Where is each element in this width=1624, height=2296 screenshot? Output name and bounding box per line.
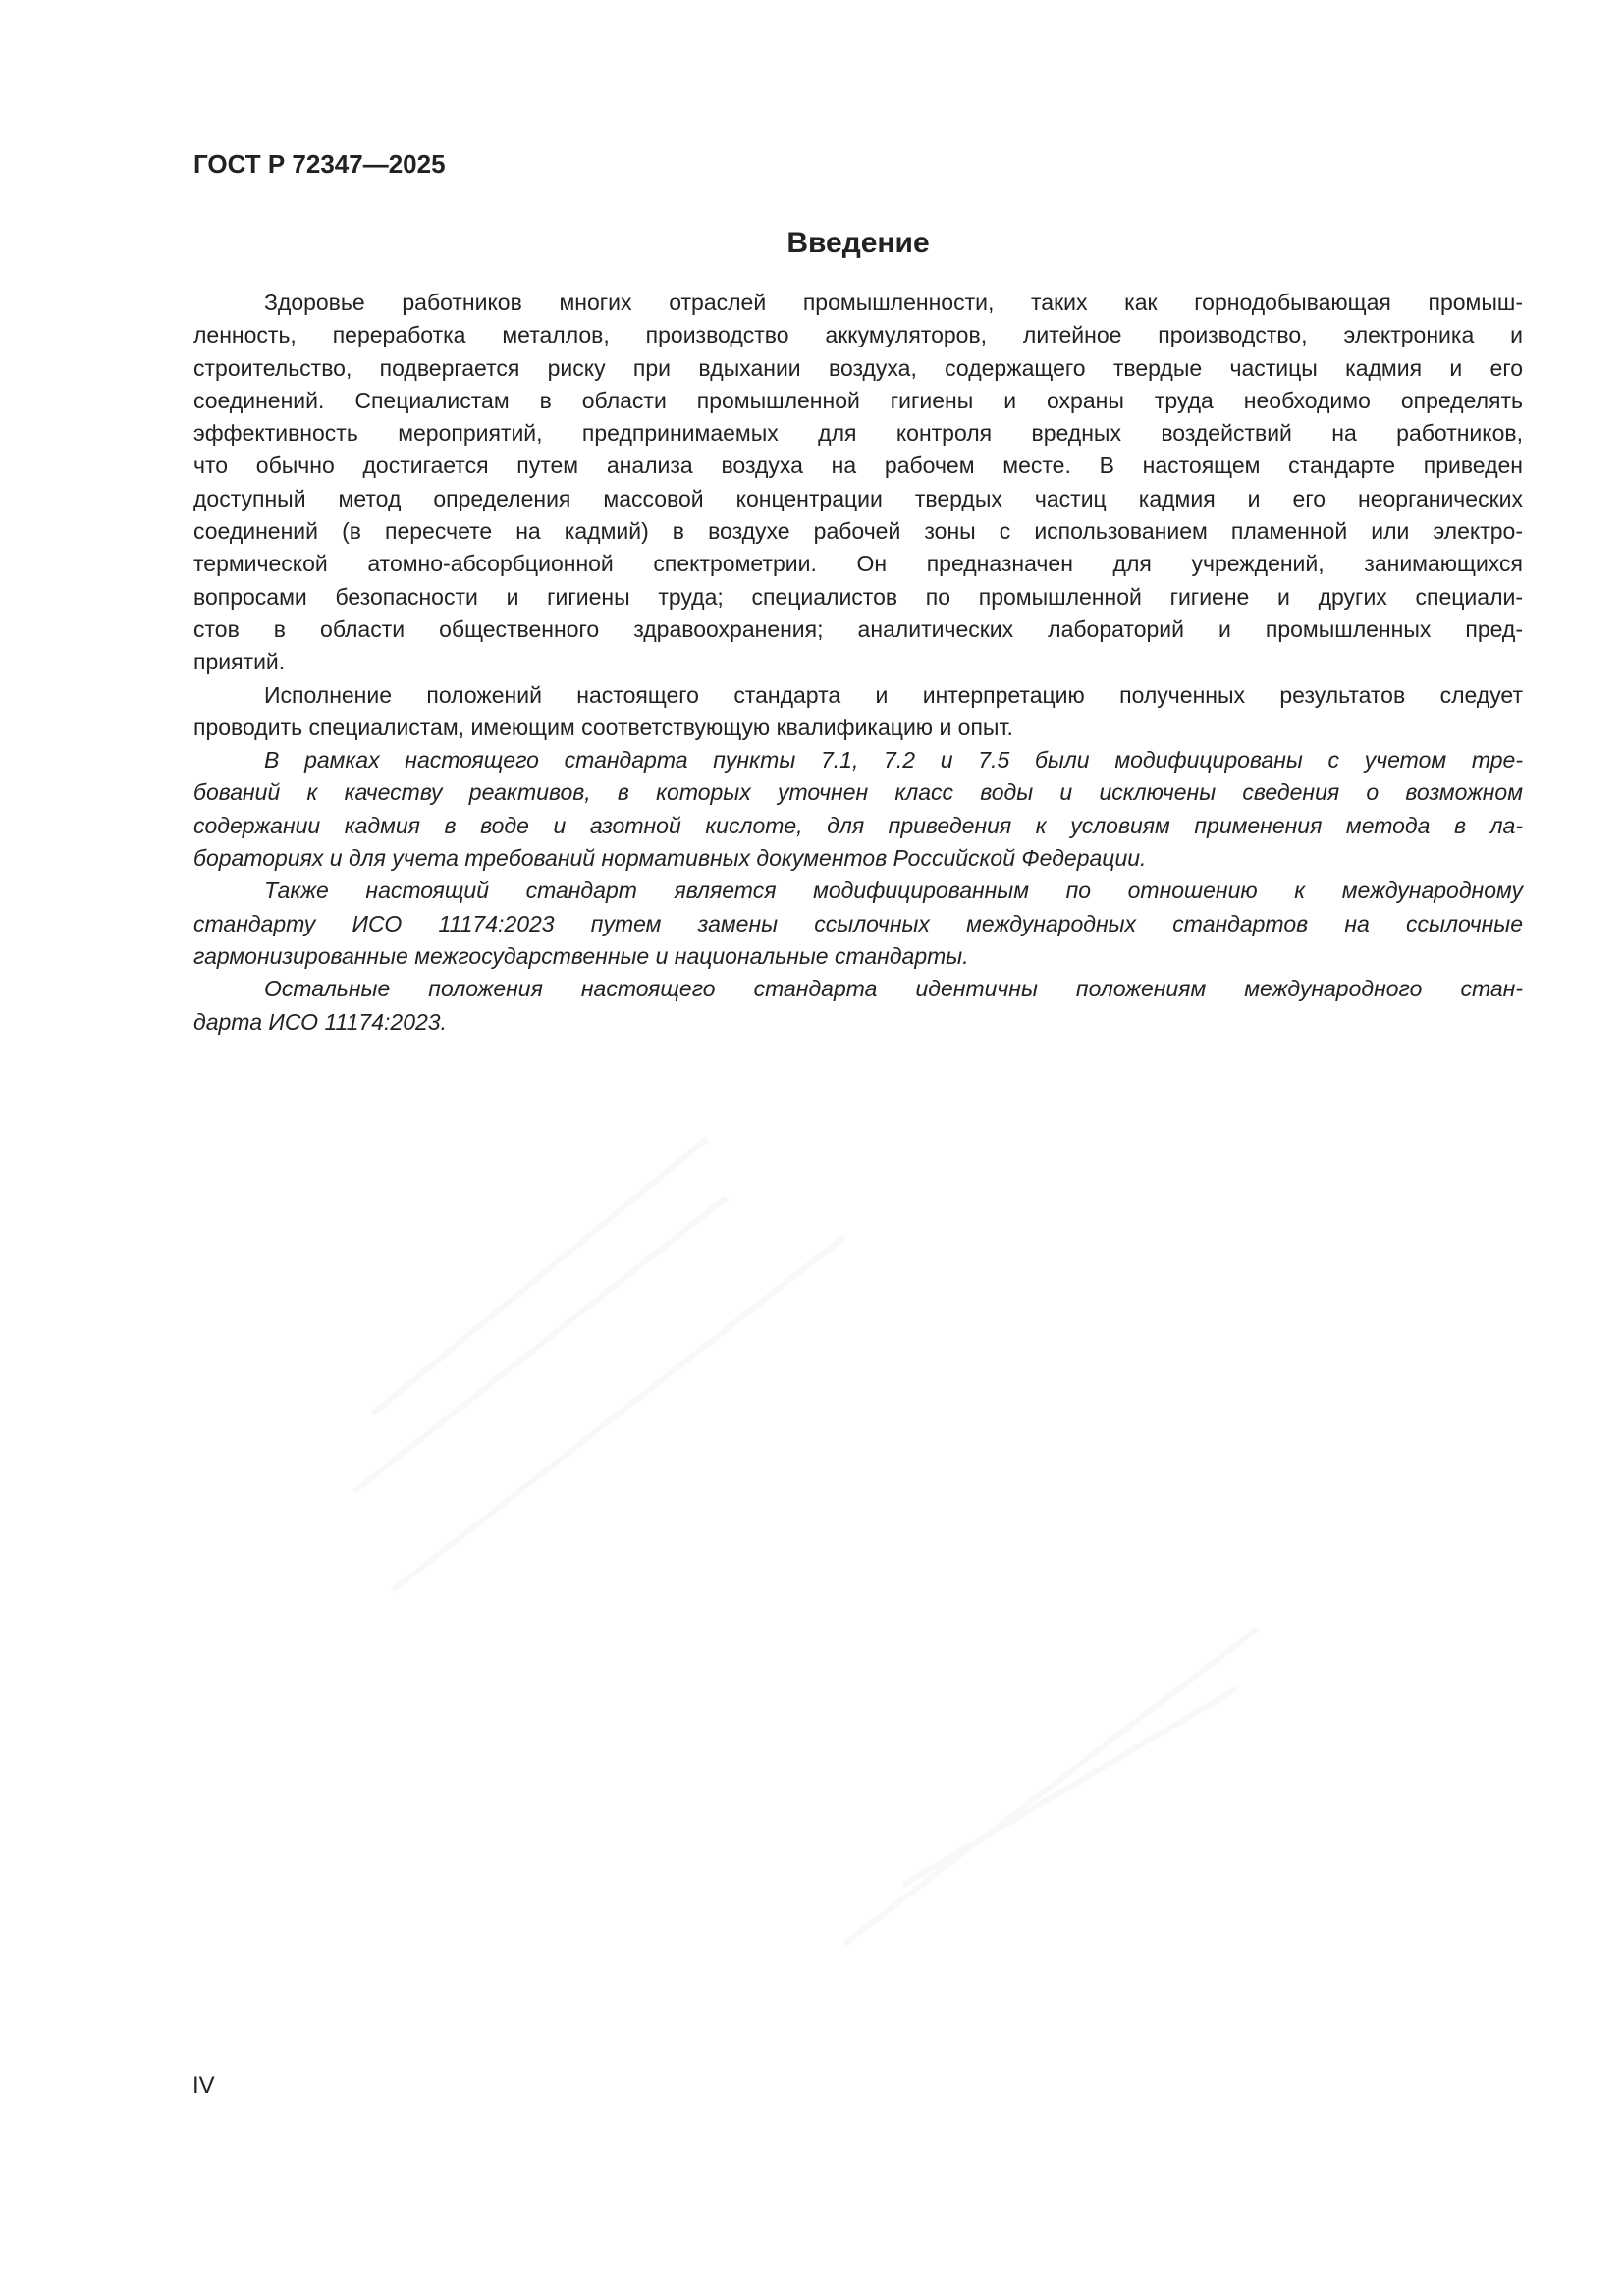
text-line: бораториях и для учета требований нормативных документов Российской Федерации. [193,845,1147,872]
text-line: гармонизированные межгосударственные и национальные стандарты. [193,942,969,969]
paragraph-qualification [193,679,1523,745]
text-line: эффективность мероприятий, предпринимаемых для контроля вредных воздействий на работников, [193,420,1523,447]
text-line: Здоровье работников многих отраслей промышленности, таких как горнодобывающая промыш- [264,290,1523,315]
paragraph-intro [193,287,1523,679]
text-line: стов в области общественного здравоохранения; аналитических лабораторий и промышленных пред- [193,615,1523,642]
text-line: дарта ИСО 11174:2023. [193,1008,447,1035]
document-code-header: ГОСТ Р 72347—2025 [193,149,446,179]
text-line: соединений. Специалистам в области промышленной гигиены и охраны труда необходимо определять [193,387,1523,413]
text-line: В рамках настоящего стандарта пункты 7.1, 7.2 и 7.5 были модифицированы с учетом тре- [264,747,1523,774]
section-title: Введение [786,227,930,259]
text-line: проводить специалистам, имеющим соответствующую квалификацию и опыт. [193,714,1013,740]
text-line: что обычно достигается путем анализа воздуха на рабочем месте. В настоящем стандарте приведен [193,453,1523,479]
paragraph-iso-relation [193,875,1523,973]
text-line: Исполнение положений настоящего стандарта и интерпретацию полученных результатов следует [264,681,1523,708]
text-line: Также настоящий стандарт является модифицированным по отношению к международному [264,878,1523,904]
paragraph-identical-provisions [193,973,1523,1039]
page-number: IV [192,2072,215,2099]
text-line: строительство, подвергается риску при вдыхании воздуха, содержащего твердые частицы кадмия и его [193,354,1523,381]
text-line: содержании кадмия в воде и азотной кислоте, для приведения к условиям применения метода в ла- [193,812,1523,838]
text-line: стандарту ИСО 11174:2023 путем замены ссылочных международных стандартов на ссылочные [193,910,1523,936]
watermark-icon [295,1080,1276,1963]
text-line: бований к качеству реактивов, в которых уточнен класс воды и исключены сведения о возможном [193,779,1523,806]
text-line: доступный метод определения массовой концентрации твердых частиц кадмия и его неорганических [193,485,1523,511]
text-line: ленность, переработка металлов, производство аккумуляторов, литейное производство, электроника и [193,322,1523,348]
text-line: вопросами безопасности и гигиены труда; специалистов по промышленной гигиене и других специали- [193,583,1523,610]
paragraph-modifications [193,744,1523,875]
text-line: соединений (в пересчете на кадмий) в воздухе рабочей зоны с использованием пламенной или электро- [193,518,1523,545]
document-body [193,287,1523,1039]
text-line: термической атомно-абсорбционной спектрометрии. Он предназначен для учреждений, занимающихся [193,551,1523,577]
text-line: приятий. [193,649,286,675]
text-line: Остальные положения настоящего стандарта идентичны положениям международного стан- [264,976,1523,1002]
